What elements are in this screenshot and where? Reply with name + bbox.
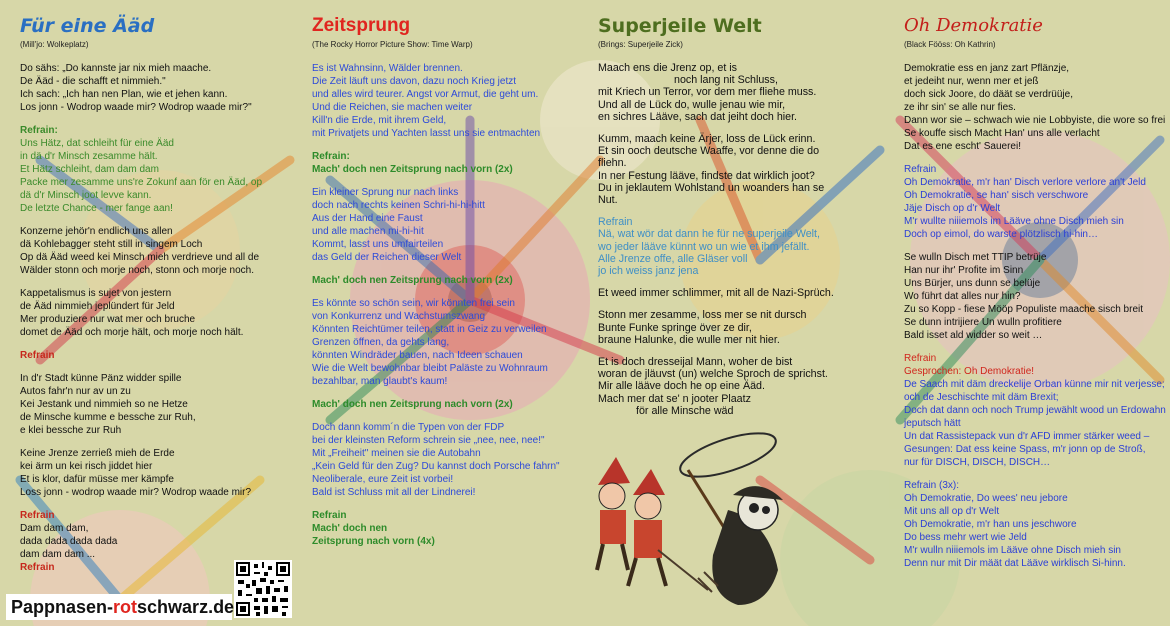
lyric-line: Stonn mer zesamme, loss mer se nit dursch (598, 309, 807, 322)
lyric-line: Dat es ene escht' Sauerei! (904, 141, 1021, 152)
lyric-line: „Kein Geld für den Zug? Du kannst doch Porsche fahrn" (312, 461, 560, 472)
lyric-line: Maach ens die Jrenz op, et is (598, 62, 738, 74)
lyric-line: Grenzen öffnen, da gehts lang, (312, 337, 450, 348)
lyric-line: Zeitsprung nach vorn (4x) (312, 536, 435, 547)
refrain (312, 150, 582, 176)
lyric-line: ze ihr sin' se alle nur fies. (904, 102, 1016, 113)
refrain-heading: Refrain (20, 510, 55, 521)
lyric-line: Packe mer zesamme uns're Zokunf aan för en Ääd, op (20, 177, 263, 188)
lyric-line: Doch op eimol, do warste plötzlisch hi-hin… (904, 229, 1098, 240)
verse (904, 251, 1164, 342)
lyric-line: Doch dann komm´n die Typen von der FDP (312, 422, 505, 433)
lyric-line: Dam dam dam, (20, 523, 89, 534)
lyric-line: Se wulln Disch met TTIP betrüje (904, 252, 1047, 263)
lyric-line: Demokratie ess en janz zart Pflänzje, (904, 63, 1070, 74)
lyric-line: Los jonn - Wodrop waade mir? Wodrop waade mir?" (20, 102, 252, 113)
lyric-line: Do bess mehr wert wie Jeld (904, 532, 1027, 543)
song-subtitle: (The Rocky Horror Picture Show: Time Warp) (312, 40, 473, 49)
verse (904, 62, 1164, 153)
lyric-line: Mach mer dat se' n jooter Plaatz (598, 392, 751, 405)
lyric-line: und alles wird teurer. Angst vor Armut, die geht um. (312, 89, 539, 100)
lyric-line: et jedeiht nur, wenn mer et jeß (904, 76, 1039, 87)
lyric-line: Alle Jrenze offe, alle Gläser voll (598, 252, 748, 265)
verse (20, 287, 290, 339)
website-prefix: Pappnasen- (11, 597, 114, 617)
lyric-line: Es ist Wahnsinn, Wälder brennen. (312, 63, 463, 74)
lyric-line: doch nach rechts keinen Schri-hi-hi-hitt (312, 200, 485, 211)
lyric-line: de Ääd nimmieh jeplündert für Jeld (20, 301, 175, 312)
lyric-line: jo ich weiss janz jena (598, 265, 699, 278)
lyric-line: Mit „Freiheit" meinen sie die Autobahn (312, 448, 481, 459)
lyric-line: fliehn. (598, 157, 627, 170)
lyric-line: Neoliberale, eure Zeit ist vorbei! (312, 474, 454, 485)
lyric-line: Kei Jestank und nimmieh so ne Hetze (20, 399, 188, 410)
lyric-line: Se kouffe sisch Macht Han' uns alle verlacht (904, 128, 1100, 139)
lyric-line: bezahlbar, man glaubt's kaum! (312, 376, 448, 387)
refrain (904, 352, 1164, 469)
lyric-line: De Saach mit däm dreckelije Orban künne mir nit verjesse; (904, 379, 1165, 390)
lyric-line: Han nur ihr' Profite im Sinn (904, 265, 1024, 276)
lyric-line: Mit uns all op d'r Welt (904, 506, 1000, 517)
lyric-line: domet de Ääd och morje hält, och morje noch hält. (20, 327, 244, 338)
refrain-heading: Refrain (20, 350, 55, 361)
lyric-line: Mir alle lääve doch he op eine Ääd. (598, 380, 765, 393)
lyric-line: Aus der Hand eine Faust (312, 213, 423, 224)
refrain-heading: Refrain: (312, 151, 350, 162)
refrain-heading: Refrain (3x): (904, 480, 960, 491)
lyric-line: von Konkurrenz und Wachstumszwang (312, 311, 486, 322)
lyric-line: Zu so Kopp - fiese Mööp Populiste maache sisch breit (904, 304, 1144, 315)
lyric-line: Nut. (598, 194, 618, 207)
lyric-line: Et Hätz schleiht, dam dam dam (20, 164, 159, 175)
lyric-line: In ner Festung lääve, findste dat wirklich joot? (598, 169, 815, 182)
lyric-line: Do sähs: „Do kannste jar nix mieh maache. (20, 63, 212, 74)
refrain-heading: Refrain (312, 510, 347, 521)
lyric-line: Mach' doch nen Zeitsprung nach vorn (2x) (312, 164, 513, 175)
lyric-line: Wie die Welt bewohnbar bleibt Paläste zu Wohnraum (312, 363, 548, 374)
lyric-line: Un dat Rassistepack vun d'r AFD immer stärker weed – (904, 431, 1150, 442)
lyric-line: Nä, wat wör dat dann he für ne superjeile Welt, (598, 228, 820, 241)
song-column-2 (312, 0, 582, 626)
refrain-heading: Refrain (904, 353, 937, 364)
lyric-line: Konzerne jehör'n endlich uns allen (20, 226, 173, 237)
verse (20, 447, 290, 499)
lyric-line: mit Kriech un Terror, vor dem mer fliehe muss. (598, 86, 817, 99)
lyric-line: Kappetalismus is sujet von jestern (20, 288, 172, 299)
refrain-heading: Refrain (20, 562, 55, 573)
lyric-line: Könnten Reichtümer teilen, statt in Geiz zu verweilen (312, 324, 547, 335)
lyric-line: Oh Demokratie, se han' sisch verschwore (904, 190, 1089, 201)
lyric-line: Autos fahr'n nur av un zu (20, 386, 131, 397)
refrain-line: Mach' doch nen Zeitsprung nach vorn (2x) (312, 399, 513, 410)
lyric-line: nur für DISCH, DISCH, DISCH… (904, 457, 1051, 468)
song-column-4 (904, 0, 1164, 626)
lyric-line: Et is doch dresseijal Mann, woher de bist (598, 356, 793, 369)
lyric-line: Oh Demokratie, Do wees' neu jebore (904, 493, 1068, 504)
lyric-line: Oh Demokratie, m'r han' Disch verlore verlore an't Jeld (904, 177, 1146, 188)
lyric-line: de Minsche kumme e bessche zur Ruh, (20, 412, 196, 423)
refrain (598, 216, 868, 277)
refrain (20, 124, 290, 215)
lyric-line: doch sick Joore, do däät se verdrüüje, (904, 89, 1073, 100)
lyric-line: Loss jonn - wodrop waade mir? Wodrop waade mir? (20, 487, 252, 498)
website-suffix: schwarz.de (137, 597, 235, 617)
lyric-line: Ich sach: „Ich han nen Plan, wie et jehen kann. (20, 89, 228, 100)
lyric-line: för alle Minsche wäd (636, 404, 734, 417)
lyric-line: Es könnte so schön sein, wir könnten frei sein (312, 298, 515, 309)
characters-with-net-illustration (578, 400, 818, 610)
verse (312, 62, 582, 140)
lyric-line: Et is klor, dafür müsse mer kämpfe (20, 474, 174, 485)
song-subtitle: (Brings: Superjeile Zick) (598, 40, 683, 49)
lyric-line: Kommt, lasst uns umfairteilen (312, 239, 444, 250)
website-link[interactable] (6, 594, 235, 620)
lyric-line: Bunte Funke springe över ze dir, (598, 321, 752, 334)
lyric-line: und alle machen mi-hi-hit (312, 226, 424, 237)
lyric-line: Du in jeklautem Wohlstand un woanders han se (598, 181, 825, 194)
lyric-line: bei der kleinsten Reform schrein sie „nee, nee, nee!" (312, 435, 545, 446)
lyric-line: Dann wor sie – schwach wie nie Lobbyiste, die wore so frei (904, 115, 1166, 126)
lyric-line: noch lang nit Schluss, (674, 74, 778, 87)
lyric-line: Et weed immer schlimmer, mit all de Nazi-Sprüch. (598, 287, 834, 300)
verse (312, 186, 582, 264)
lyric-line: Uns Bürjer, uns dunn se belüje (904, 278, 1041, 289)
verse (598, 133, 868, 206)
lyric-line: braune Halunke, die wulle mer nit hier. (598, 333, 780, 346)
song-title: Oh Demokratie (904, 15, 1043, 36)
lyric-line: woran de jläuvst (un) welche Sproch de sprichst. (598, 368, 828, 381)
lyric-line: Mer produziere nur wat mer och bruche (20, 314, 196, 325)
lyric-line: Bald isset ald widder so weit … (904, 330, 1043, 341)
verse (20, 225, 290, 277)
lyric-line: M'r wullte niiiemols im Lääve ohne Disch mieh sin (904, 216, 1124, 227)
lyric-line: dam dam dam ... (20, 549, 96, 560)
lyric-line: Et sin ooch deutsche Waaffe, vor denne die do (598, 145, 820, 158)
refrain (904, 163, 1164, 241)
lyric-line: en sichres Lääve, sach dat jeiht doch hier. (598, 110, 798, 123)
verse (20, 62, 290, 114)
lyric-line: wo jeder lääve künnt wo un wie et ihm jefällt. (598, 240, 810, 253)
lyric-line: dada dada dada dada (20, 536, 118, 547)
lyric-line: In d'r Stadt künne Pänz widder spille (20, 373, 182, 384)
lyric-line: dä Kohlebagger steht still in singem Loch (20, 239, 203, 250)
verse (20, 372, 290, 437)
lyric-line: De Ääd - die schafft et nimmieh." (20, 76, 166, 87)
lyric-line: kei ärm un kei risch jiddet hier (20, 461, 153, 472)
lyric-line: Und die Reichen, sie machen weiter (312, 102, 473, 113)
lyric-line: Op dä Ääd weed kei Minsch mieh verdrieve und all de (20, 252, 260, 263)
lyric-line: De letzte Chance - mer fange aan! (20, 203, 173, 214)
song-subtitle: (Mill'jo: Wolkeplatz) (20, 40, 89, 49)
website-highlight: rot (113, 597, 138, 617)
lyric-line: och de Jeschischte mit däm Brexit; (904, 392, 1059, 403)
lyric-line: Uns Hätz, dat schleiht für eine Ääd (20, 138, 174, 149)
lyric-line: Jäje Disch op d'r Welt (904, 203, 1001, 214)
verse (312, 297, 582, 388)
lyric-line: Gesprochen: Oh Demokratie! (904, 366, 1035, 377)
song-title: Für eine Ääd (20, 15, 155, 37)
lyric-line: das Geld der Reichen dieser Welt (312, 252, 462, 263)
lyric-line: M'r wulln niiiemols im Lääve ohne Disch mieh sin (904, 545, 1121, 556)
lyric-line: Denn nur mit Dir määt dat Lääve wirklisch Si-hinn. (904, 558, 1126, 569)
refrain-heading: Refrain: (20, 125, 58, 136)
lyric-line: e klei bessche zur Ruh (20, 425, 122, 436)
lyric-line: Oh Demokratie, m'r han uns jeschwore (904, 519, 1077, 530)
lyric-line: Mach' doch nen (312, 523, 388, 534)
lyric-line: dä d'r Minsch joot levve kann. (20, 190, 152, 201)
lyric-line: Und all de Lück do, wulle jenau wie mir, (598, 98, 786, 111)
lyric-line: Keine Jrenze zerrieß mieh de Erde (20, 448, 175, 459)
refrain (904, 479, 1164, 570)
lyric-line: in dä d'r Minsch zesamme hält. (20, 151, 158, 162)
qr-code-icon[interactable] (234, 560, 292, 618)
song-title: Superjeile Welt (598, 15, 762, 37)
verse (598, 62, 868, 123)
refrain-heading: Refrain (598, 216, 633, 229)
refrain-line: Mach' doch nen Zeitsprung nach vorn (2x) (312, 275, 513, 286)
lyric-line: Wo führt dat alles nur hin? (904, 291, 1021, 302)
song-subtitle: (Black Fööss: Oh Kathrin) (904, 40, 996, 49)
lyric-line: Die Zeit läuft uns davon, dazu noch Krieg jetzt (312, 76, 517, 87)
lyric-line: Doch dat dann och noch Trump jewählt wood un Erdowahn (904, 405, 1166, 416)
lyric-line: Se dunn intrijiere Un wulln profitiere (904, 317, 1062, 328)
lyric-line: Bald ist Schluss mit all der Lindnerei! (312, 487, 476, 498)
verse (312, 421, 582, 499)
lyric-line: jeputsch hätt (904, 418, 961, 429)
refrain (312, 509, 582, 548)
lyric-line: Kumm, maach keine Ärjer, loss de Lück erinn. (598, 133, 816, 146)
lyric-line: Wälder stonn och morje noch, stonn och morje noch. (20, 265, 255, 276)
refrain-heading: Refrain (904, 164, 937, 175)
lyric-line: Kill'n die Erde, mit ihrem Geld, (312, 115, 447, 126)
lyric-line: mit Privatjets und Yachten lasst uns sie entmachten (312, 128, 541, 139)
lyric-line: könnten Windräder bauen, nach Ideen schauen (312, 350, 523, 361)
lyric-line: Ein kleiner Sprung nur nach links (312, 187, 459, 198)
verse (598, 309, 868, 346)
song-title: Zeitsprung (312, 15, 411, 36)
song-column-1 (20, 0, 290, 626)
lyric-line: Gesungen: Dat ess keine Spass, m'r jonn op de Stroß, (904, 444, 1146, 455)
